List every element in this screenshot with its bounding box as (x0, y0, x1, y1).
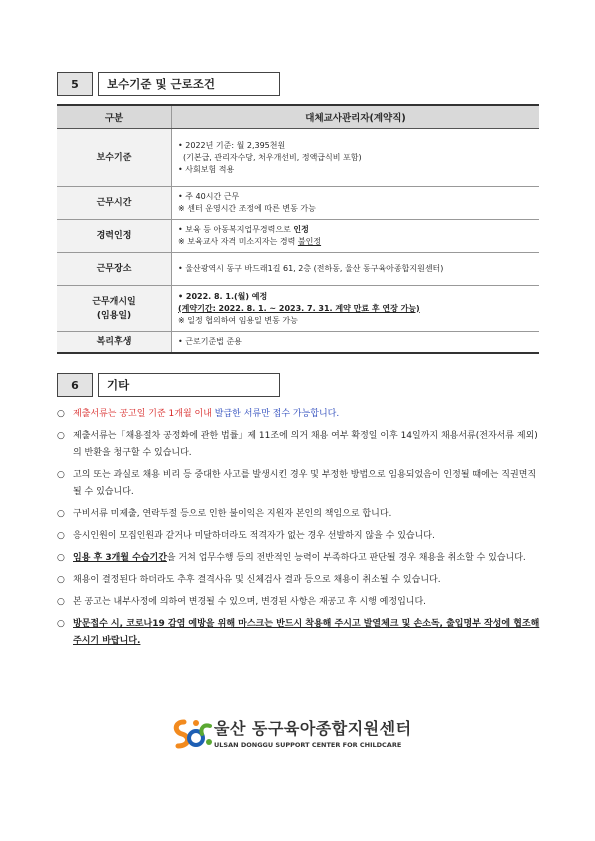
value-line: • 2022. 8. 1.(월) 예정 (178, 291, 268, 301)
section-number: 5 (57, 72, 93, 96)
value-line: • 2022년 기준: 월 2,395천원 (178, 140, 286, 150)
value-line: • 울산광역시 동구 바드래1길 61, 2층 (전하동, 울산 동구육아종합지원센터) (178, 264, 444, 273)
list-item: ○ 제출서류는 공고일 기준 1개월 이내 발급한 서류만 접수 가능합니다. (57, 409, 340, 419)
row-label: 경력인정 (57, 220, 172, 253)
section-number: 6 (57, 373, 93, 397)
value-line: ※ 일정 협의하여 임용일 변동 가능 (178, 315, 298, 325)
table-row (57, 332, 539, 353)
table-row (57, 129, 539, 187)
row-label: 보수기준 (57, 129, 172, 187)
section-title: 보수기준 및 근로조건 (98, 72, 280, 96)
list-item: ○ 고의 또는 과실로 채용 비리 등 중대한 사고를 발생시킨 경우 및 부정한 방법으로 임용되었음이 인정될 때에는 직권면직 될 수 있습니다. (57, 470, 537, 497)
notes-list (57, 406, 541, 655)
list-item: ○ 임용 후 3개월 수습기간을 거쳐 업무수행 등의 전반적인 능력이 부족하다고 판단될 경우 채용을 취소할 수 있습니다. (57, 553, 526, 563)
column-header: 구분 (57, 105, 172, 129)
logo-text (214, 716, 412, 749)
value-line: • 주 40시간 근무 (178, 192, 240, 201)
list-item: ○ 응시인원이 모집인원과 같거나 미달하더라도 적격자가 없는 경우 선발하지 않을 수 있습니다. (57, 531, 435, 541)
column-header: 대체교사관리자(계약직) (172, 105, 540, 129)
row-value (172, 286, 540, 332)
value-line: ※ 보육교사 자격 미소지자는 경력 불인정 (178, 237, 322, 246)
section-6-header (57, 373, 280, 397)
section-5-header (57, 72, 280, 96)
list-item: ○ 방문접수 시, 코로나19 감염 예방을 위해 마스크는 반드시 착용해 주시고 발열체크 및 손소독, 출입명부 작성에 협조해 주시기 바랍니다. (57, 619, 540, 646)
table-row (57, 220, 539, 253)
center-logo (170, 716, 440, 752)
value-line: (기본급, 관리자수당, 처우개선비, 정액급식비 포함) (183, 152, 362, 162)
row-label: 근무시간 (57, 187, 172, 220)
row-label: 근무장소 (57, 253, 172, 286)
value-line: • 보육 등 아동복지업무경력으로 인정 (178, 225, 309, 234)
value-line: • 근로기준법 준용 (178, 336, 242, 346)
table-header-row (57, 105, 539, 129)
table-row (57, 187, 539, 220)
table-row (57, 286, 539, 332)
row-value (172, 187, 540, 220)
row-value (172, 332, 540, 353)
value-line: • 사회보험 적용 (178, 164, 235, 174)
row-label: 근무개시일 (임용일) (57, 286, 172, 332)
center-name-english: ULSAN DONGGU SUPPORT CENTER FOR CHILDCARE (214, 741, 402, 749)
row-value (172, 220, 540, 253)
list-item: ○ 본 공고는 내부사정에 의하여 변경될 수 있으며, 변경된 사항은 재공고 후 시행 예정입니다. (57, 597, 427, 607)
section-title: 기타 (98, 373, 280, 397)
list-item: ○ 제출서류는「채용절차 공정화에 관한 법률」제 11조에 의거 채용 여부 확정일 이후 14일까지 채용서류(전자서류 제외)의 반환을 청구할 수 있습니다. (57, 431, 538, 458)
value-line: (계약기간: 2022. 8. 1. ~ 2023. 7. 31. 계약 만료 후 연장 가능) (178, 303, 420, 313)
value-line: ※ 센터 운영시간 조정에 따른 변동 가능 (178, 204, 316, 213)
table-row (57, 253, 539, 286)
list-item: ○ 채용이 결정된다 하더라도 추후 결격사유 및 신체검사 결과 등으로 채용이 취소될 수 있습니다. (57, 575, 441, 585)
center-logo-icon (170, 716, 214, 752)
center-name-korean: 울산 동구육아종합지원센터 (214, 719, 412, 738)
conditions-table (57, 104, 539, 354)
list-item: ○ 구비서류 미제출, 연락두절 등으로 인한 불이익은 지원자 본인의 책임으로 합니다. (57, 509, 392, 519)
row-label: 복리후생 (57, 332, 172, 353)
row-value (172, 129, 540, 187)
row-value (172, 253, 540, 286)
